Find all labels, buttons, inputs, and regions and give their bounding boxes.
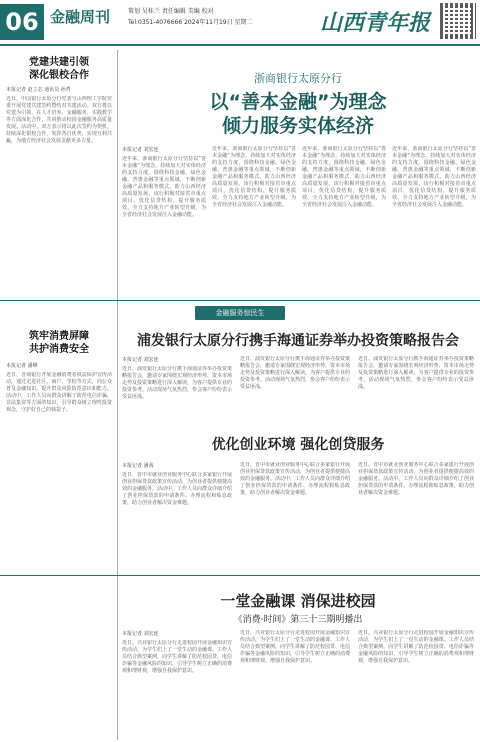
feature-byline: 本报记者 刘宏连 [122,147,159,153]
section-divider [0,575,480,576]
section-divider [0,300,480,301]
left-top-title: 党建共建引领 深化银校合作 [29,57,89,81]
left-top-byline: 本报记者 赵立芯 通讯员 孙哲 [6,87,71,93]
bottom-headline: 一堂金融课 消保进校园 [220,592,376,610]
mid-body-2: 近日，浦发银行太原分行携手海通证券举办投资策略报告会，邀请专家围绕宏观经济形势、资本市场走势及投资策略进行深入解读，为客户提供专业的投资参考。活动现场气氛热烈，参会客户纷纷表示受益匪浅。 [240,356,350,390]
feature2-headline: 优化创业环境 强化创贷服务 [211,437,385,453]
feature-body-3: 近年来，浙商银行太原分行坚持以“善本金融”为理念，持续加大对实体经济的支持力度，围绕科技金融、绿色金融、普惠金融等重点领域，不断创新金融产品和服务模式，助力山西经济高质量发展。该行积极对接省市重点项目，优化信贷结构，提升服务质效，全力支持地方产业转型升级，为全省经济社会发展注入金融动能。 [302,146,386,208]
feature-body-1: 近年来，浙商银行太原分行坚持以“善本金融”为理念，持续加大对实体经济的支持力度，围绕科技金融、绿色金融、普惠金融等重点领域，不断创新金融产品和服务模式，助力山西经济高质量发展。该行积极对接省市重点项目，优化信贷结构，提升服务质效，全力支持地方产业转型升级，为全省经济社会发展注入金融动能。 [122,156,206,218]
bottom-subheadline: 《消费·时间》第三十三期明播出 [233,615,363,625]
header-info: 策划 吴桂兰 责任编辑 美编 校对 Tel:0351-4076666 2024年11月19日 星期二 [128,8,253,26]
left-mid-body: 近日，晋商银行开展金融消费者权益保护宣传活动，通过走进社区、商户、学校等方式，向公众普及金融知识，提升群众风险防范意识和能力。活动中，工作人员向群众讲解了防范电信诈骗、非法集资等方面的知识，引导群众树立理性投资观念，守护好自己的钱袋子。 [6,372,112,413]
feature-kicker: 浙商银行太原分行 [254,72,342,85]
bottom-body-3: 近日，兴业银行太原分行走进校园开展金融知识宣传活动，为学生们上了一堂生动的金融课。工作人员结合典型案例，向学生讲解了防范校园贷、电信诈骗等金融风险的知识，引导学生树立正确的消费观和理财观，增强自我保护意识。 [358,630,474,664]
mid-body-3: 近日，浦发银行太原分行携手海通证券举办投资策略报告会，邀请专家围绕宏观经济形势、资本市场走势及投资策略进行深入解读，为客户提供专业的投资参考。活动现场气氛热烈，参会客户纷纷表示受益匪浅。 [358,356,474,390]
column-divider [117,50,118,740]
feature-body-4: 近年来，浙商银行太原分行坚持以“善本金融”为理念，持续加大对实体经济的支持力度，围绕科技金融、绿色金融、普惠金融等重点领域，不断创新金融产品和服务模式，助力山西经济高质量发展。该行积极对接省市重点项目，优化信贷结构，提升服务质效，全力支持地方产业转型升级，为全省经济社会发展注入金融动能。 [392,146,476,208]
page-header [0,0,480,46]
bottom-body-2: 近日，兴业银行太原分行走进校园开展金融知识宣传活动，为学生们上了一堂生动的金融课。工作人员结合典型案例，向学生讲解了防范校园贷、电信诈骗等金融风险的知识，引导学生树立正确的消费观和理财观，增强自我保护意识。 [240,630,350,664]
bottom-byline: 本报记者 刘宏连 [122,631,159,637]
feature-body-2: 近年来，浙商银行太原分行坚持以“善本金融”为理念，持续加大对实体经济的支持力度，围绕科技金融、绿色金融、普惠金融等重点领域，不断创新金融产品和服务模式，助力山西经济高质量发展。该行积极对接省市重点项目，优化信贷结构，提升服务质效，全力支持地方产业转型升级，为全省经济社会发展注入金融动能。 [212,146,296,208]
feature-headline: 以“善本金融”为理念 倾力服务实体经济 [209,91,387,137]
mid-headline: 浦发银行太原分行携手海通证券举办投资策略报告会 [137,333,459,349]
section-name: 金融周刊 [50,8,111,26]
qr-code-icon [440,3,476,39]
mid-body-1: 近日，浦发银行太原分行携手海通证券举办投资策略报告会，邀请专家围绕宏观经济形势、资本市场走势及投资策略进行深入解读，为客户提供专业的投资参考。活动现场气氛热烈，参会客户纷纷表示受益匪浅。 [122,366,232,400]
feature2-body-3: 近日，晋中市就业创业服务中心联合多家银行开展创业担保贷款政策宣传活动，为创业者提供便捷高效的金融服务。活动中，工作人员向群众详细介绍了创业担保贷款的申请条件、办理流程和贴息政策，助力创业者解决资金难题。 [358,462,474,496]
feature2-body-2: 近日，晋中市就业创业服务中心联合多家银行开展创业担保贷款政策宣传活动，为创业者提供便捷高效的金融服务。活动中，工作人员向群众详细介绍了创业担保贷款的申请条件、办理流程和贴息政策，助力创业者解决资金难题。 [240,462,350,496]
bottom-body-1: 近日，兴业银行太原分行走进校园开展金融知识宣传活动，为学生们上了一堂生动的金融课。工作人员结合典型案例，向学生讲解了防范校园贷、电信诈骗等金融风险的知识，引导学生树立正确的消费观和理财观，增强自我保护意识。 [122,640,232,674]
left-mid-byline: 本报记者 潘峰 [6,363,38,369]
feature2-body-1: 近日，晋中市就业创业服务中心联合多家银行开展创业担保贷款政策宣传活动，为创业者提供便捷高效的金融服务。活动中，工作人员向群众详细介绍了创业担保贷款的申请条件、办理流程和贴息政策，助力创业者解决资金难题。 [122,472,232,506]
left-mid-title: 筑牢消费屏障 共护消费安全 [29,331,89,355]
section-band: 金融服务惊民生 [195,306,285,320]
mid-byline: 本报记者 刘宏连 [122,357,159,363]
left-top-body: 近日，中国银行太原分行党委与山西理工学院党委开展党建共建签约暨结对共建活动。双方将以党建为引领，在人才培养、金融服务、实践教学等方面深化合作，共同推动校园金融服务高质量发展。活动中，双方表示将以此次签约为契机，持续深化银校合作，发挥各自优势，实现互利共赢，为地方经济社会发展贡献更多力量。 [6,96,112,144]
newspaper-logo: 山西青年报 [320,10,431,36]
page-number: 06 [0,4,44,40]
feature2-byline: 本报记者 潘茜 [122,463,154,469]
